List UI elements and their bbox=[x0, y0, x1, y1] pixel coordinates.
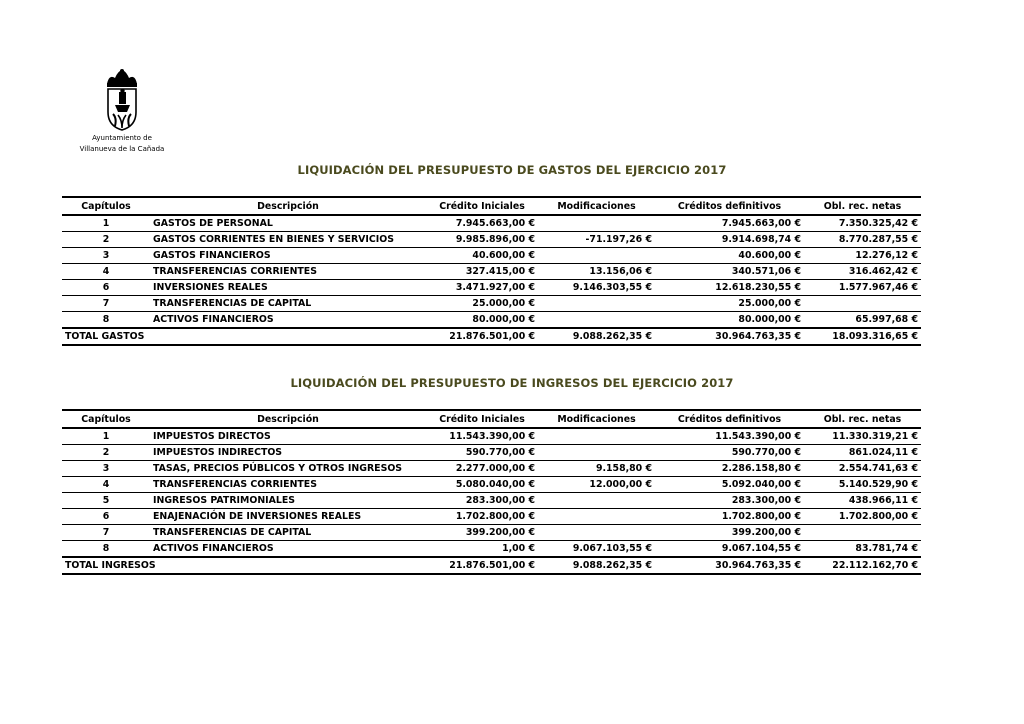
amount-cell: 65.997,68 € bbox=[804, 312, 921, 329]
amount-cell: 9.914.698,74 € bbox=[655, 232, 804, 248]
amount-cell: 40.600,00 € bbox=[655, 248, 804, 264]
description-cell: INGRESOS PATRIMONIALES bbox=[150, 493, 426, 509]
amount-cell: 2.286.158,80 € bbox=[655, 461, 804, 477]
amount-cell: 12.000,00 € bbox=[538, 477, 655, 493]
amount-cell: 9.146.303,55 € bbox=[538, 280, 655, 296]
description-cell: TRANSFERENCIAS CORRIENTES bbox=[150, 477, 426, 493]
chapter-cell: 4 bbox=[62, 477, 150, 493]
organization-name-line2: Villanueva de la Cañada bbox=[79, 145, 165, 153]
total-row bbox=[62, 328, 921, 345]
amount-cell bbox=[538, 296, 655, 312]
description-cell: IMPUESTOS DIRECTOS bbox=[150, 428, 426, 445]
total-amount-cell: 9.088.262,35 € bbox=[538, 328, 655, 345]
ingresos-table bbox=[62, 409, 921, 575]
amount-cell: 327.415,00 € bbox=[426, 264, 538, 280]
amount-cell: 1.702.800,00 € bbox=[426, 509, 538, 525]
chapter-cell: 7 bbox=[62, 296, 150, 312]
amount-cell: 861.024,11 € bbox=[804, 445, 921, 461]
amount-cell: 2.277.000,00 € bbox=[426, 461, 538, 477]
organization-name-line1: Ayuntamiento de bbox=[92, 134, 152, 142]
chapter-cell: 8 bbox=[62, 312, 150, 329]
table-row bbox=[62, 428, 921, 445]
amount-cell bbox=[538, 525, 655, 541]
amount-cell: 80.000,00 € bbox=[426, 312, 538, 329]
table-row bbox=[62, 541, 921, 558]
total-amount-cell: 9.088.262,35 € bbox=[538, 557, 655, 574]
column-header: Modificaciones bbox=[538, 197, 655, 215]
total-row bbox=[62, 557, 921, 574]
amount-cell: 8.770.287,55 € bbox=[804, 232, 921, 248]
amount-cell: 9.067.104,55 € bbox=[655, 541, 804, 558]
total-amount-cell: 21.876.501,00 € bbox=[426, 557, 538, 574]
amount-cell: 1.577.967,46 € bbox=[804, 280, 921, 296]
chapter-cell: 6 bbox=[62, 509, 150, 525]
table-row bbox=[62, 312, 921, 329]
amount-cell: 12.276,12 € bbox=[804, 248, 921, 264]
table-row bbox=[62, 525, 921, 541]
chapter-cell: 2 bbox=[62, 232, 150, 248]
amount-cell: 9.158,80 € bbox=[538, 461, 655, 477]
column-header: Obl. rec. netas bbox=[804, 197, 921, 215]
description-cell: ACTIVOS FINANCIEROS bbox=[150, 312, 426, 329]
description-cell: IMPUESTOS INDIRECTOS bbox=[150, 445, 426, 461]
amount-cell bbox=[538, 493, 655, 509]
table-header-row bbox=[62, 197, 921, 215]
amount-cell: 11.543.390,00 € bbox=[655, 428, 804, 445]
column-header: Modificaciones bbox=[538, 410, 655, 428]
amount-cell: 438.966,11 € bbox=[804, 493, 921, 509]
chapter-cell: 5 bbox=[62, 493, 150, 509]
column-header: Crédito Iniciales bbox=[426, 197, 538, 215]
chapter-cell: 3 bbox=[62, 248, 150, 264]
description-cell: GASTOS CORRIENTES EN BIENES Y SERVICIOS bbox=[150, 232, 426, 248]
table-header-row bbox=[62, 410, 921, 428]
column-header: Créditos definitivos bbox=[655, 197, 804, 215]
table-row bbox=[62, 280, 921, 296]
total-label: TOTAL GASTOS bbox=[62, 328, 426, 345]
table-row bbox=[62, 232, 921, 248]
total-amount-cell: 18.093.316,65 € bbox=[804, 328, 921, 345]
amount-cell: 7.945.663,00 € bbox=[426, 215, 538, 232]
amount-cell bbox=[538, 215, 655, 232]
description-cell: TRANSFERENCIAS DE CAPITAL bbox=[150, 296, 426, 312]
amount-cell: 9.067.103,55 € bbox=[538, 541, 655, 558]
chapter-cell: 1 bbox=[62, 428, 150, 445]
amount-cell: 2.554.741,63 € bbox=[804, 461, 921, 477]
table-row bbox=[62, 477, 921, 493]
column-header: Capítulos bbox=[62, 197, 150, 215]
amount-cell: 316.462,42 € bbox=[804, 264, 921, 280]
amount-cell: 590.770,00 € bbox=[426, 445, 538, 461]
amount-cell: 3.471.927,00 € bbox=[426, 280, 538, 296]
amount-cell: 40.600,00 € bbox=[426, 248, 538, 264]
amount-cell: 283.300,00 € bbox=[655, 493, 804, 509]
description-cell: TASAS, PRECIOS PÚBLICOS Y OTROS INGRESOS bbox=[150, 461, 426, 477]
column-header: Créditos definitivos bbox=[655, 410, 804, 428]
chapter-cell: 1 bbox=[62, 215, 150, 232]
amount-cell: -71.197,26 € bbox=[538, 232, 655, 248]
chapter-cell: 8 bbox=[62, 541, 150, 558]
amount-cell bbox=[538, 312, 655, 329]
column-header: Obl. rec. netas bbox=[804, 410, 921, 428]
amount-cell: 83.781,74 € bbox=[804, 541, 921, 558]
amount-cell: 9.985.896,00 € bbox=[426, 232, 538, 248]
table-row bbox=[62, 248, 921, 264]
column-header: Crédito Iniciales bbox=[426, 410, 538, 428]
column-header: Descripción bbox=[150, 410, 426, 428]
chapter-cell: 4 bbox=[62, 264, 150, 280]
amount-cell: 340.571,06 € bbox=[655, 264, 804, 280]
amount-cell: 1.702.800,00 € bbox=[655, 509, 804, 525]
amount-cell: 7.945.663,00 € bbox=[655, 215, 804, 232]
amount-cell bbox=[804, 525, 921, 541]
description-cell: GASTOS FINANCIEROS bbox=[150, 248, 426, 264]
ingresos-title: LIQUIDACIÓN DEL PRESUPUESTO DE INGRESOS DEL EJERCICIO 2017 bbox=[290, 376, 734, 390]
description-cell: TRANSFERENCIAS DE CAPITAL bbox=[150, 525, 426, 541]
amount-cell: 1,00 € bbox=[426, 541, 538, 558]
amount-cell: 283.300,00 € bbox=[426, 493, 538, 509]
chapter-cell: 2 bbox=[62, 445, 150, 461]
amount-cell: 80.000,00 € bbox=[655, 312, 804, 329]
total-amount-cell: 30.964.763,35 € bbox=[655, 557, 804, 574]
amount-cell bbox=[538, 248, 655, 264]
table-row bbox=[62, 493, 921, 509]
amount-cell bbox=[538, 445, 655, 461]
gastos-title: LIQUIDACIÓN DEL PRESUPUESTO DE GASTOS DEL EJERCICIO 2017 bbox=[297, 163, 727, 177]
amount-cell: 5.080.040,00 € bbox=[426, 477, 538, 493]
total-amount-cell: 22.112.162,70 € bbox=[804, 557, 921, 574]
total-amount-cell: 30.964.763,35 € bbox=[655, 328, 804, 345]
description-cell: ENAJENACIÓN DE INVERSIONES REALES bbox=[150, 509, 426, 525]
chapter-cell: 7 bbox=[62, 525, 150, 541]
total-label: TOTAL INGRESOS bbox=[62, 557, 426, 574]
column-header: Descripción bbox=[150, 197, 426, 215]
amount-cell bbox=[538, 428, 655, 445]
column-header: Capítulos bbox=[62, 410, 150, 428]
amount-cell bbox=[538, 509, 655, 525]
amount-cell: 1.702.800,00 € bbox=[804, 509, 921, 525]
amount-cell: 5.140.529,90 € bbox=[804, 477, 921, 493]
coat-of-arms-icon bbox=[101, 68, 143, 132]
amount-cell: 12.618.230,55 € bbox=[655, 280, 804, 296]
table-row bbox=[62, 215, 921, 232]
amount-cell: 399.200,00 € bbox=[426, 525, 538, 541]
amount-cell: 11.543.390,00 € bbox=[426, 428, 538, 445]
amount-cell bbox=[804, 296, 921, 312]
amount-cell: 25.000,00 € bbox=[655, 296, 804, 312]
description-cell: ACTIVOS FINANCIEROS bbox=[150, 541, 426, 558]
amount-cell: 25.000,00 € bbox=[426, 296, 538, 312]
chapter-cell: 6 bbox=[62, 280, 150, 296]
municipal-logo bbox=[72, 68, 172, 154]
description-cell: INVERSIONES REALES bbox=[150, 280, 426, 296]
table-row bbox=[62, 264, 921, 280]
amount-cell: 5.092.040,00 € bbox=[655, 477, 804, 493]
table-row bbox=[62, 461, 921, 477]
chapter-cell: 3 bbox=[62, 461, 150, 477]
amount-cell: 11.330.319,21 € bbox=[804, 428, 921, 445]
amount-cell: 13.156,06 € bbox=[538, 264, 655, 280]
description-cell: GASTOS DE PERSONAL bbox=[150, 215, 426, 232]
description-cell: TRANSFERENCIAS CORRIENTES bbox=[150, 264, 426, 280]
table-row bbox=[62, 509, 921, 525]
amount-cell: 7.350.325,42 € bbox=[804, 215, 921, 232]
table-row bbox=[62, 296, 921, 312]
total-amount-cell: 21.876.501,00 € bbox=[426, 328, 538, 345]
amount-cell: 590.770,00 € bbox=[655, 445, 804, 461]
gastos-table bbox=[62, 196, 921, 346]
amount-cell: 399.200,00 € bbox=[655, 525, 804, 541]
table-row bbox=[62, 445, 921, 461]
